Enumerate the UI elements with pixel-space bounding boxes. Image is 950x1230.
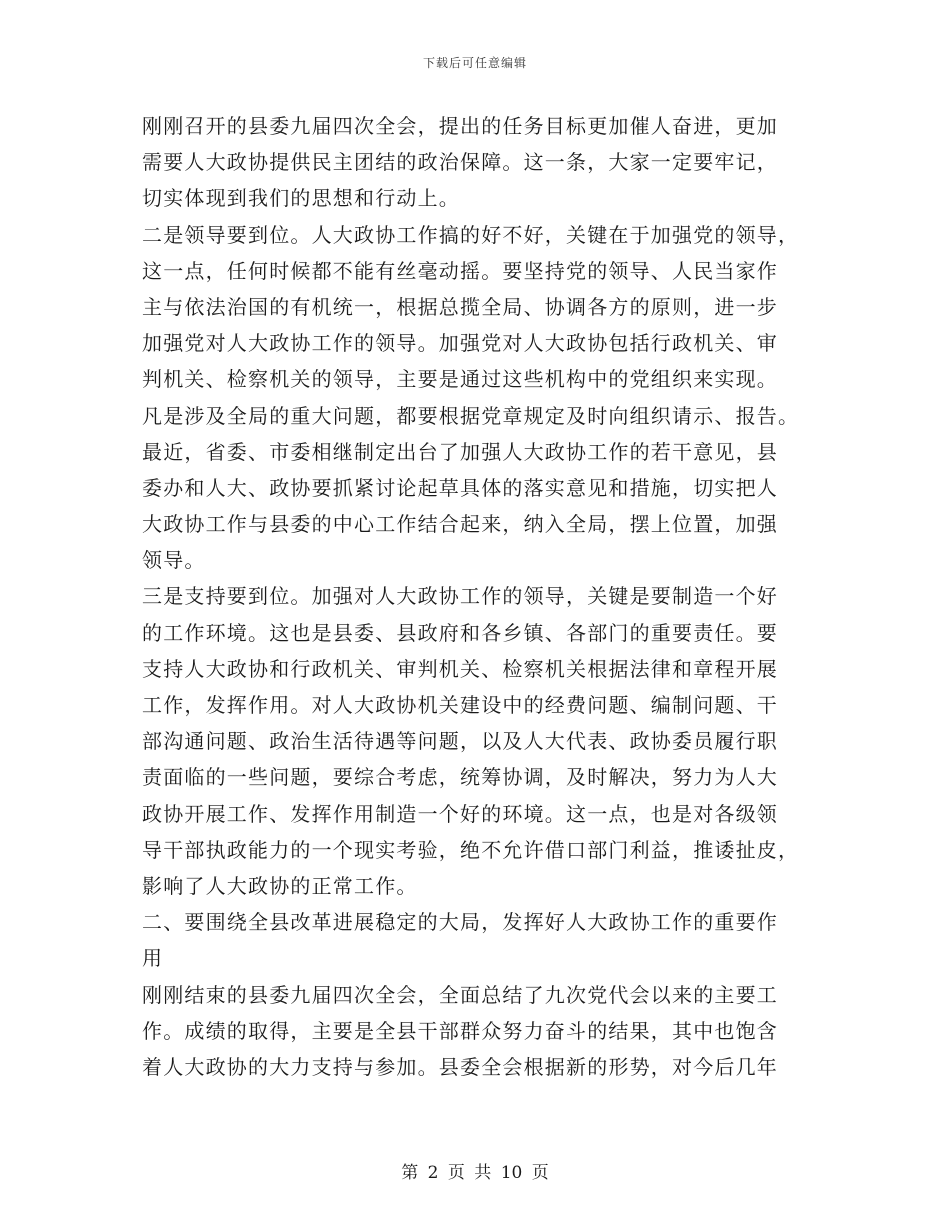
text-line: 委办和人大、政协要抓紧讨论起草具体的落实意见和措施，切实把人 [142, 475, 778, 500]
text-line: 领导。 [142, 548, 206, 573]
text-line: 导干部执政能力的一个现实考验，绝不允许借口部门利益，推诿扯皮， [142, 837, 800, 862]
text-line: 判机关、检察机关的领导，主要是通过这些机构中的党组织来实现。 [142, 367, 778, 392]
text-line: 大政协工作与县委的中心工作结合起来，纳入全局，摆上位置，加强 [142, 512, 778, 537]
text-line: 切实体现到我们的思想和行动上。 [142, 186, 460, 211]
text-line: 部沟通问题、政治生活待遇等问题，以及人大代表、政协委员履行职 [142, 729, 778, 754]
text-line: 加强党对人大政协工作的领导。加强党对人大政协包括行政机关、审 [142, 331, 778, 356]
text-line: 政协开展工作、发挥作用制造一个好的环境。这一点，也是对各级领 [142, 801, 778, 826]
text-line: 刚刚召开的县委九届四次全会，提出的任务目标更加催人奋进，更加 [142, 114, 778, 138]
document-body [142, 108, 812, 1085]
text-line: 二是领导要到位。人大政协工作搞的好不好，关键在于加强党的领导， [142, 222, 800, 247]
text-line: 影响了人大政协的正常工作。 [142, 873, 418, 898]
text-line: 的工作环境。这也是县委、县政府和各乡镇、各部门的重要责任。要 [142, 620, 778, 645]
section-heading-line: 二、要围绕全县改革进展稳定的大局，发挥好人大政协工作的重要作 [142, 910, 778, 935]
text-line: 作。成绩的取得，主要是全县干部群众努力奋斗的结果，其中也饱含 [142, 1018, 778, 1043]
text-line: 责面临的一些问题，要综合考虑，统筹协调，及时解决，努力为人大 [142, 765, 778, 790]
text-line: 工作，发挥作用。对人大政协机关建设中的经费问题、编制问题、干 [142, 693, 778, 717]
text-line: 这一点，任何时候都不能有丝毫动摇。要坚持党的领导、人民当家作 [142, 258, 778, 283]
text-line: 三是支持要到位。加强对人大政协工作的领导，关键是要制造一个好 [142, 584, 778, 609]
text-line: 凡是涉及全局的重大问题，都要根据党章规定及时向组织请示、报告。 [142, 403, 800, 428]
text-line: 支持人大政协和行政机关、审判机关、检察机关根据法律和章程开展 [142, 656, 778, 681]
text-line: 主与依法治国的有机统一，根据总揽全局、协调各方的原则，进一步 [142, 294, 778, 319]
text-line: 着人大政协的大力支持与参加。县委全会根据新的形势，对今后几年 [142, 1054, 778, 1079]
page-number: 第 2 页 共 10 页 [401, 1163, 549, 1183]
text-line: 需要人大政协提供民主团结的政治保障。这一条，大家一定要牢记， [142, 150, 778, 175]
page-header-note: 下载后可任意编辑 [422, 56, 527, 70]
text-line: 最近，省委、市委相继制定出台了加强人大政协工作的若干意见，县 [142, 439, 778, 464]
section-heading-line: 用 [142, 946, 164, 971]
text-line: 刚刚结束的县委九届四次全会，全面总结了九次党代会以来的主要工 [142, 982, 778, 1007]
